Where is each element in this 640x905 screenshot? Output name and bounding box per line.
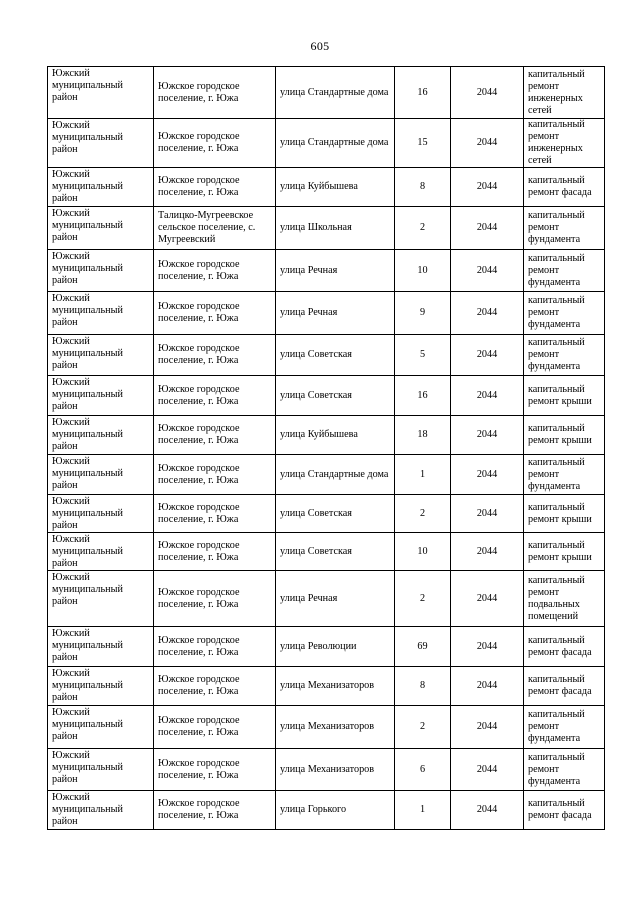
district-cell: Южский муниципальный район <box>48 627 154 667</box>
table-row <box>48 67 605 119</box>
street-cell: улица Советская <box>276 376 395 416</box>
work-type-cell: капитальный ремонт инженерных сетей <box>524 67 605 119</box>
year-cell: 2044 <box>451 667 524 706</box>
district-cell: Южский муниципальный район <box>48 667 154 706</box>
district-cell: Южский муниципальный район <box>48 791 154 830</box>
year-cell: 2044 <box>451 571 524 627</box>
district-cell: Южский муниципальный район <box>48 207 154 250</box>
year-cell: 2044 <box>451 455 524 495</box>
work-type-cell: капитальный ремонт крыши <box>524 376 605 416</box>
settlement-cell: Южское городское поселение, г. Южа <box>154 667 276 706</box>
settlement-cell: Южское городское поселение, г. Южа <box>154 335 276 376</box>
street-cell: улица Стандартные дома <box>276 455 395 495</box>
street-cell: улица Горького <box>276 791 395 830</box>
table-row <box>48 533 605 571</box>
district-cell: Южский муниципальный район <box>48 495 154 533</box>
work-type-cell: капитальный ремонт крыши <box>524 495 605 533</box>
house-number-cell: 16 <box>395 67 451 119</box>
year-cell: 2044 <box>451 67 524 119</box>
house-number-cell: 1 <box>395 455 451 495</box>
table-row <box>48 292 605 335</box>
year-cell: 2044 <box>451 292 524 335</box>
settlement-cell: Южское городское поселение, г. Южа <box>154 119 276 168</box>
work-type-cell: капитальный ремонт фундамента <box>524 292 605 335</box>
year-cell: 2044 <box>451 250 524 292</box>
street-cell: улица Советская <box>276 533 395 571</box>
year-cell: 2044 <box>451 495 524 533</box>
work-type-cell: капитальный ремонт фундамента <box>524 706 605 749</box>
year-cell: 2044 <box>451 376 524 416</box>
settlement-cell: Южское городское поселение, г. Южа <box>154 292 276 335</box>
year-cell: 2044 <box>451 749 524 791</box>
street-cell: улица Стандартные дома <box>276 67 395 119</box>
house-number-cell: 10 <box>395 250 451 292</box>
settlement-cell: Южское городское поселение, г. Южа <box>154 416 276 455</box>
house-number-cell: 6 <box>395 749 451 791</box>
house-number-cell: 8 <box>395 667 451 706</box>
table-row <box>48 119 605 168</box>
settlement-cell: Южское городское поселение, г. Южа <box>154 376 276 416</box>
district-cell: Южский муниципальный район <box>48 67 154 119</box>
work-type-cell: капитальный ремонт инженерных сетей <box>524 119 605 168</box>
district-cell: Южский муниципальный район <box>48 376 154 416</box>
house-number-cell: 16 <box>395 376 451 416</box>
table-row <box>48 571 605 627</box>
settlement-cell: Южское городское поселение, г. Южа <box>154 455 276 495</box>
district-cell: Южский муниципальный район <box>48 571 154 627</box>
work-type-cell: капитальный ремонт фундамента <box>524 207 605 250</box>
district-cell: Южский муниципальный район <box>48 416 154 455</box>
district-cell: Южский муниципальный район <box>48 119 154 168</box>
work-type-cell: капитальный ремонт подвальных помещений <box>524 571 605 627</box>
table-row <box>48 207 605 250</box>
house-number-cell: 18 <box>395 416 451 455</box>
work-type-cell: капитальный ремонт крыши <box>524 533 605 571</box>
table-row <box>48 627 605 667</box>
settlement-cell: Южское городское поселение, г. Южа <box>154 791 276 830</box>
house-number-cell: 2 <box>395 571 451 627</box>
year-cell: 2044 <box>451 207 524 250</box>
settlement-cell: Южское городское поселение, г. Южа <box>154 749 276 791</box>
work-type-cell: капитальный ремонт фундамента <box>524 749 605 791</box>
table-row <box>48 455 605 495</box>
table-row <box>48 250 605 292</box>
district-cell: Южский муниципальный район <box>48 250 154 292</box>
street-cell: улица Революции <box>276 627 395 667</box>
housing-repair-table <box>47 66 605 830</box>
street-cell: улица Куйбышева <box>276 168 395 207</box>
street-cell: улица Речная <box>276 292 395 335</box>
house-number-cell: 9 <box>395 292 451 335</box>
district-cell: Южский муниципальный район <box>48 533 154 571</box>
work-type-cell: капитальный ремонт фасада <box>524 791 605 830</box>
settlement-cell: Южское городское поселение, г. Южа <box>154 250 276 292</box>
street-cell: улица Механизаторов <box>276 706 395 749</box>
house-number-cell: 2 <box>395 706 451 749</box>
page-number: 605 <box>310 39 330 53</box>
settlement-cell: Южское городское поселение, г. Южа <box>154 67 276 119</box>
work-type-cell: капитальный ремонт фундамента <box>524 335 605 376</box>
table-row <box>48 376 605 416</box>
street-cell: улица Советская <box>276 495 395 533</box>
settlement-cell: Южское городское поселение, г. Южа <box>154 533 276 571</box>
street-cell: улица Куйбышева <box>276 416 395 455</box>
work-type-cell: капитальный ремонт фасада <box>524 667 605 706</box>
district-cell: Южский муниципальный район <box>48 706 154 749</box>
street-cell: улица Школьная <box>276 207 395 250</box>
table-row <box>48 706 605 749</box>
house-number-cell: 15 <box>395 119 451 168</box>
house-number-cell: 2 <box>395 495 451 533</box>
year-cell: 2044 <box>451 533 524 571</box>
district-cell: Южский муниципальный район <box>48 455 154 495</box>
house-number-cell: 2 <box>395 207 451 250</box>
street-cell: улица Механизаторов <box>276 749 395 791</box>
work-type-cell: капитальный ремонт крыши <box>524 416 605 455</box>
year-cell: 2044 <box>451 119 524 168</box>
table-row <box>48 495 605 533</box>
table-row <box>48 749 605 791</box>
settlement-cell: Южское городское поселение, г. Южа <box>154 495 276 533</box>
district-cell: Южский муниципальный район <box>48 292 154 335</box>
work-type-cell: капитальный ремонт фундамента <box>524 455 605 495</box>
table-row <box>48 791 605 830</box>
year-cell: 2044 <box>451 791 524 830</box>
district-cell: Южский муниципальный район <box>48 749 154 791</box>
street-cell: улица Стандартные дома <box>276 119 395 168</box>
year-cell: 2044 <box>451 416 524 455</box>
work-type-cell: капитальный ремонт фасада <box>524 168 605 207</box>
street-cell: улица Речная <box>276 571 395 627</box>
year-cell: 2044 <box>451 706 524 749</box>
table-row <box>48 168 605 207</box>
house-number-cell: 5 <box>395 335 451 376</box>
table-row <box>48 416 605 455</box>
settlement-cell: Южское городское поселение, г. Южа <box>154 571 276 627</box>
settlement-cell: Талицко-Мугреевское сельское поселение, с. Мугреевский <box>154 207 276 250</box>
work-type-cell: капитальный ремонт фундамента <box>524 250 605 292</box>
work-type-cell: капитальный ремонт фасада <box>524 627 605 667</box>
year-cell: 2044 <box>451 335 524 376</box>
district-cell: Южский муниципальный район <box>48 335 154 376</box>
settlement-cell: Южское городское поселение, г. Южа <box>154 706 276 749</box>
house-number-cell: 1 <box>395 791 451 830</box>
house-number-cell: 10 <box>395 533 451 571</box>
street-cell: улица Механизаторов <box>276 667 395 706</box>
house-number-cell: 8 <box>395 168 451 207</box>
year-cell: 2044 <box>451 627 524 667</box>
year-cell: 2044 <box>451 168 524 207</box>
district-cell: Южский муниципальный район <box>48 168 154 207</box>
table-row <box>48 667 605 706</box>
settlement-cell: Южское городское поселение, г. Южа <box>154 627 276 667</box>
street-cell: улица Речная <box>276 250 395 292</box>
settlement-cell: Южское городское поселение, г. Южа <box>154 168 276 207</box>
table-row <box>48 335 605 376</box>
house-number-cell: 69 <box>395 627 451 667</box>
street-cell: улица Советская <box>276 335 395 376</box>
